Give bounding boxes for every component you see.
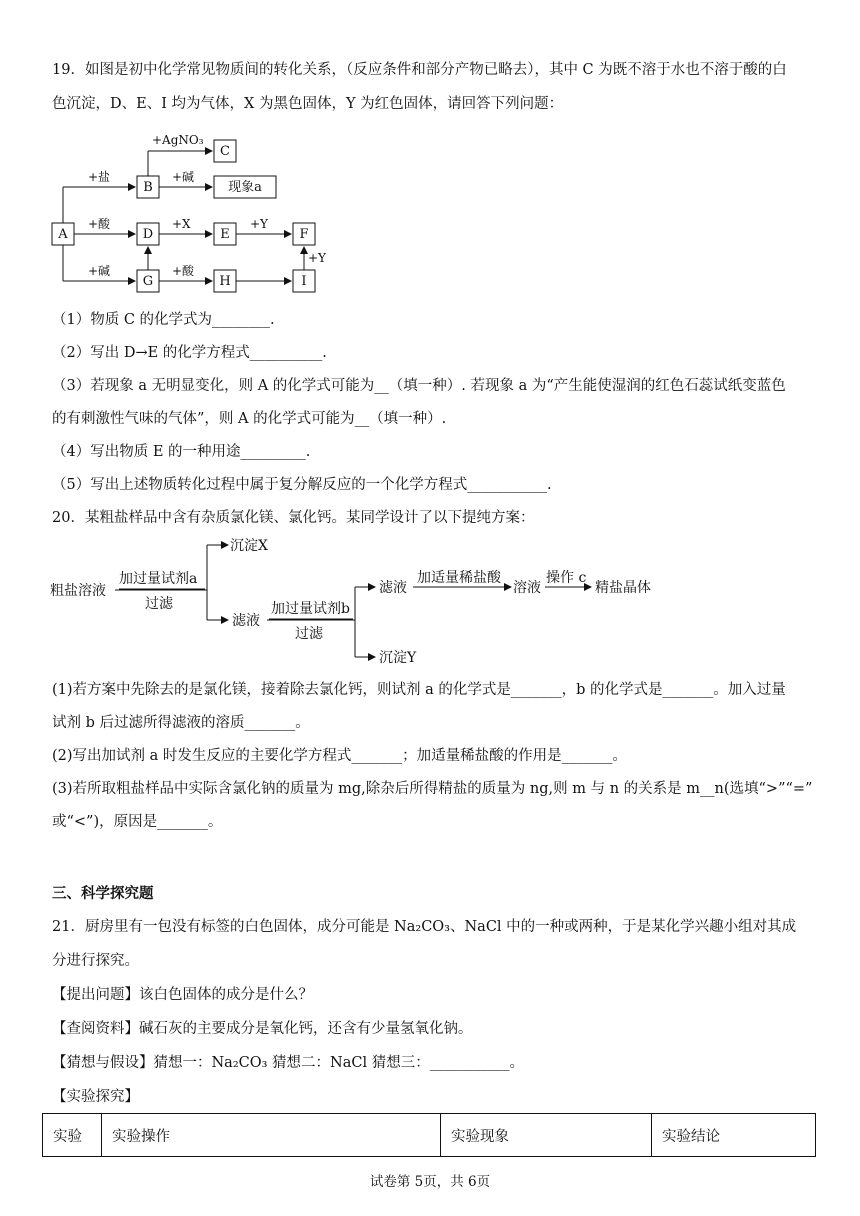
flow-chendian-y: 沉淀Y — [379, 650, 417, 666]
q19-part5: （5）写出上述物质转化过程中属于复分解反应的一个化学方程式___________. — [52, 477, 552, 493]
q21-explore: 【实验探究】 — [52, 1089, 139, 1105]
q19-reaction-diagram — [40, 120, 340, 300]
q20-part1-line1: (1)若方案中先除去的是氯化镁，接着除去氯化钙，则试剂 a 的化学式是_______，b 的化学式是_______。加入过量 — [52, 682, 786, 698]
flow-reagent-b: 加过量试剂b — [271, 601, 350, 617]
q19-part4: （4）写出物质 E 的一种用途_________. — [52, 444, 311, 460]
q21-intro-line2: 分进行探究。 — [52, 953, 139, 969]
label-i: I — [301, 274, 307, 289]
edge-suan1: +酸 — [88, 217, 111, 231]
flow-jingyan: 精盐晶体 — [595, 580, 651, 596]
q19-intro-line2: 色沉淀，D、E、I 均为气体，X 为黑色固体，Y 为红色固体，请回答下列问题： — [52, 96, 564, 112]
table-header-jielun: 实验结论 — [652, 1114, 816, 1157]
q20-part2: (2)写出加试剂 a 时发生反应的主要化学方程式_______；加适量稀盐酸的作用是_______。 — [52, 748, 627, 764]
flow-lvye2: 滤液 — [379, 580, 407, 596]
q19-intro-line1: 19．如图是初中化学常见物质间的转化关系，（反应条件和部分产物已略去），其中 C 为既不溶于水也不溶于酸的白 — [52, 62, 787, 78]
q19-part3-line1: （3）若现象 a 无明显变化，则 A 的化学式可能为__（填一种）. 若现象 a 为“产生能使湿润的红色石蕊试纸变蓝色 — [52, 378, 786, 394]
label-a: A — [58, 227, 68, 242]
label-c: C — [220, 144, 230, 159]
flow-cuyan: 粗盐溶液 — [50, 583, 106, 599]
label-b: B — [143, 180, 153, 195]
edge-jian2: +碱 — [88, 264, 111, 278]
label-e: E — [220, 227, 230, 242]
page-footer: 试卷第 5页，共 6页 — [369, 1174, 491, 1190]
q21-hypothesis: 【猜想与假设】猜想一：Na₂CO₃ 猜想二：NaCl 猜想三：___________。 — [52, 1055, 524, 1071]
table-header-xianxiang: 实验现象 — [441, 1114, 652, 1157]
flow-rongye: 溶液 — [513, 580, 541, 596]
table-row — [43, 1114, 816, 1157]
q19-part2: （2）写出 D→E 的化学方程式__________. — [52, 345, 327, 361]
q20-flowchart — [45, 535, 685, 675]
flow-reagent-a: 加过量试剂a — [119, 571, 198, 587]
q19-part1: （1）物质 C 的化学式为________. — [52, 312, 275, 328]
q21-info: 【查阅资料】碱石灰的主要成分是氧化钙，还含有少量氢氧化钠。 — [52, 1021, 473, 1037]
table-header-caozuo: 实验操作 — [102, 1114, 441, 1157]
edge-jian1: +碱 — [172, 170, 195, 184]
edge-x: +X — [172, 217, 191, 231]
q21-intro-line1: 21．厨房里有一包没有标签的白色固体，成分可能是 Na₂CO₃、NaCl 中的一种或两种，于是某化学兴趣小组对其成 — [52, 919, 797, 935]
label-g: G — [142, 274, 154, 289]
edge-suan2: +酸 — [172, 264, 195, 278]
flow-xiyansuan: 加适量稀盐酸 — [417, 570, 501, 586]
label-d: D — [142, 227, 154, 242]
experiment-table — [42, 1113, 816, 1157]
q19-part3-line2: 的有刺激性气味的气体”，则 A 的化学式可能为__（填一种）. — [52, 411, 447, 427]
edge-y1: +Y — [250, 217, 268, 231]
section3-title: 三、科学探究题 — [52, 885, 154, 902]
edge-yan: +盐 — [88, 170, 111, 184]
edge-agno3: +AgNO₃ — [152, 133, 204, 147]
q20-part3-line2: 或“<”)，原因是_______。 — [52, 814, 223, 830]
q20-part1-line2: 试剂 b 后过滤所得滤液的溶质_______。 — [52, 715, 310, 731]
q21-question: 【提出问题】该白色固体的成分是什么？ — [52, 987, 313, 1003]
flow-caozuo-c: 操作 c — [546, 570, 587, 586]
flow-filter1: 过滤 — [145, 596, 173, 612]
flow-lvye1: 滤液 — [232, 613, 260, 629]
q20-intro: 20．某粗盐样品中含有杂质氯化镁、氯化钙。某同学设计了以下提纯方案： — [52, 510, 535, 526]
label-h: H — [219, 274, 231, 289]
table-header-shiyan: 实验 — [43, 1114, 102, 1157]
edge-y2: +Y — [308, 251, 326, 265]
label-f: F — [299, 227, 309, 242]
flow-filter2: 过滤 — [295, 626, 323, 642]
label-xianxiang-a: 现象a — [228, 180, 262, 195]
q20-part3-line1: (3)若所取粗盐样品中实际含氯化钠的质量为 mg,除杂后所得精盐的质量为 ng,则 m 与 n 的关系是 m__n(选填“>”“=” — [52, 781, 813, 797]
flow-chendian-x: 沉淀X — [230, 538, 268, 554]
